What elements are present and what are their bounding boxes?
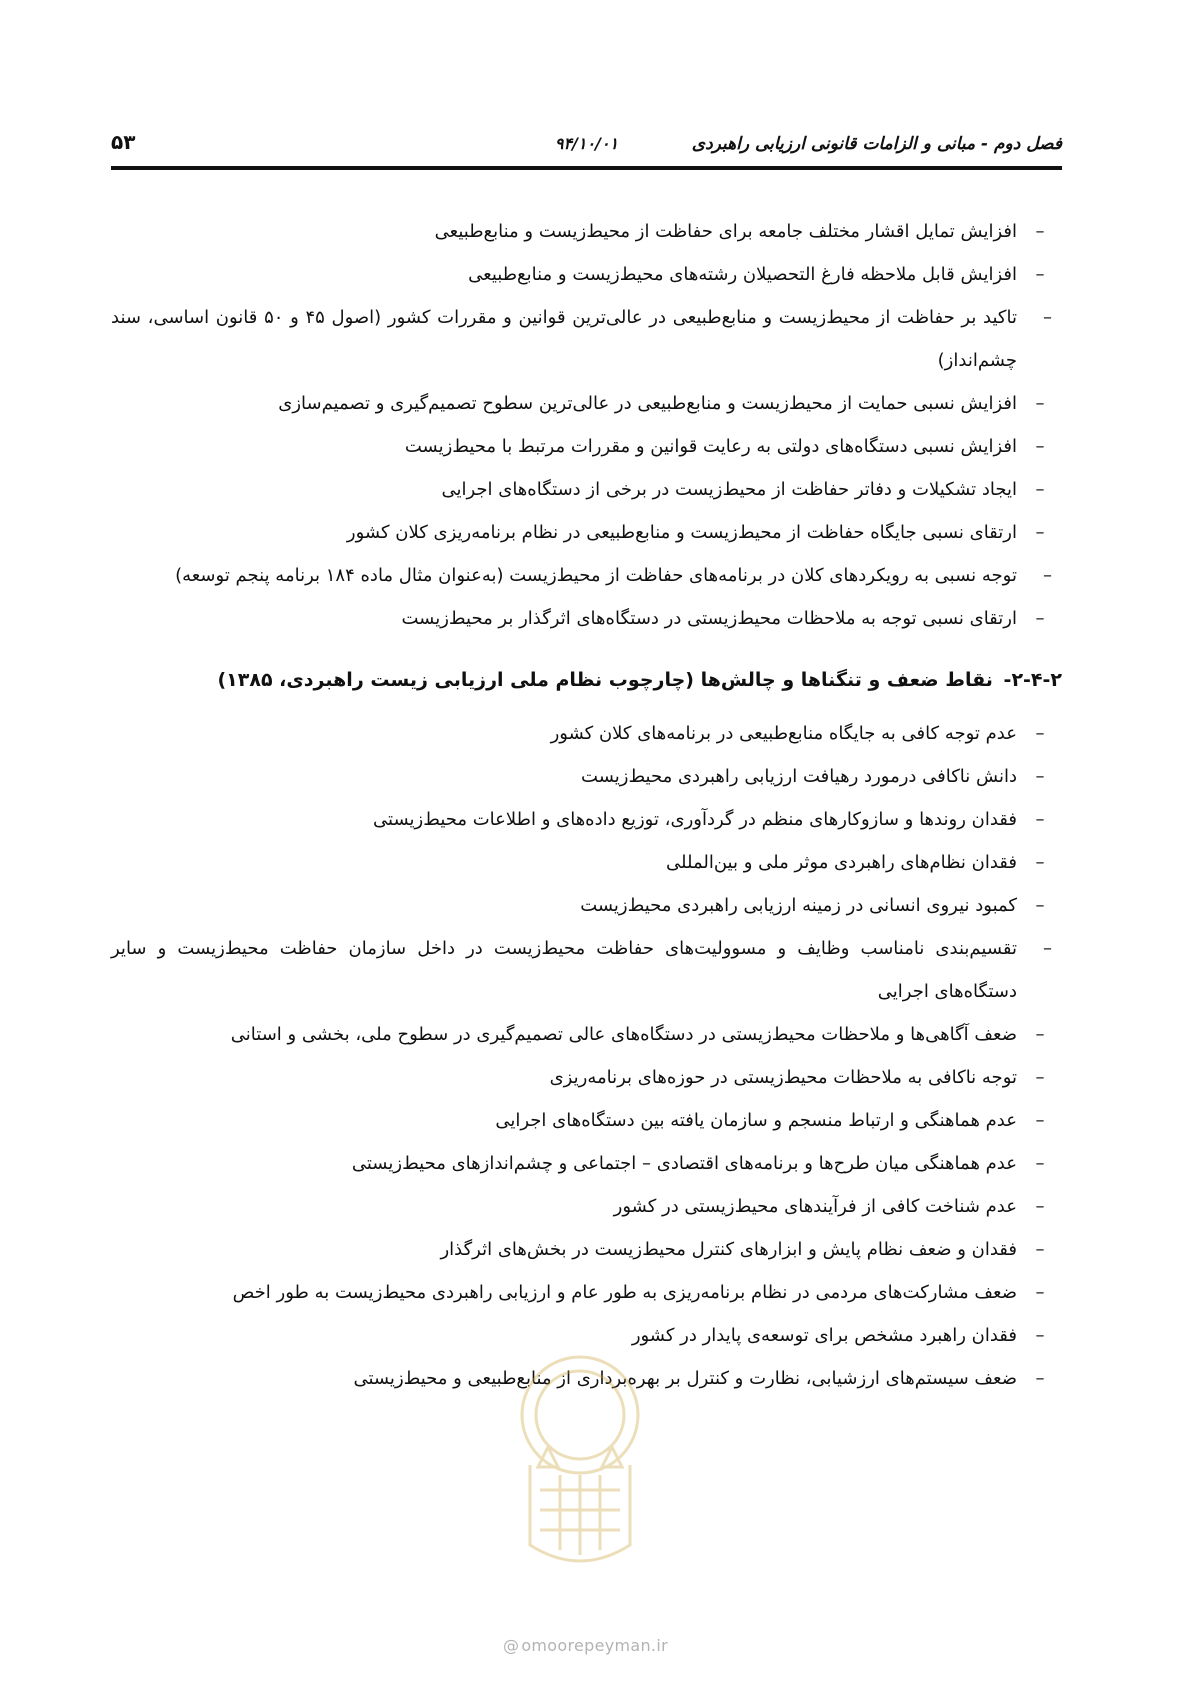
- page-body: [111, 210, 1062, 1400]
- list-item: – افزایش نسبی حمایت از محیط‌زیست و منابع‌طبیعی در عالی‌ترین سطوح تصمیم‌گیری و تصمیم‌سازی: [111, 382, 1062, 425]
- dash-bullet-icon: –: [1035, 264, 1045, 285]
- chapter-title: فصل دوم - مبانی و الزامات قانونی ارزیابی راهبردی: [691, 134, 1062, 154]
- section-heading: [111, 658, 1062, 702]
- dash-bullet-icon: –: [1035, 1368, 1045, 1389]
- dash-bullet-icon: –: [1043, 565, 1052, 586]
- weaknesses-list: [111, 712, 1062, 1400]
- list-item: – فقدان و ضعف نظام پایش و ابزارهای کنترل محیط‌زیست در بخش‌های اثرگذار: [111, 1228, 1062, 1271]
- dash-bullet-icon: –: [1035, 1282, 1045, 1303]
- dash-bullet-icon: –: [1035, 809, 1045, 830]
- list-item: – عدم شناخت کافی از فرآیندهای محیط‌زیستی در کشور: [111, 1185, 1062, 1228]
- dash-bullet-icon: –: [1035, 1153, 1045, 1174]
- list-item: – ضعف مشارکت‌های مردمی در نظام برنامه‌ریزی به طور عام و ارزیابی راهبردی محیط‌زیست به طور اخص: [111, 1271, 1062, 1314]
- list-item: – توجه نسبی به رویکردهای کلان در برنامه‌های حفاظت از محیط‌زیست (به‌عنوان مثال ماده ۱۸۴ برنامه پنجم توسعه): [111, 554, 1062, 597]
- list-item: – ارتقای نسبی توجه به ملاحظات محیط‌زیستی در دستگاه‌های اثرگذار بر محیط‌زیست: [111, 597, 1062, 640]
- list-item: – تقسیم‌بندی نامناسب وظایف و مسوولیت‌های حفاظت محیط‌زیست در داخل سازمان حفاظت محیط‌زیست و سایر دستگاه‌های اجرایی: [111, 927, 1062, 1013]
- list-item: – عدم توجه کافی به جایگاه منابع‌طبیعی در برنامه‌های کلان کشور: [111, 712, 1062, 755]
- at-sign-icon: @: [503, 1636, 520, 1655]
- list-item: – عدم هماهنگی و ارتباط منسجم و سازمان یافته بین دستگاه‌های اجرایی: [111, 1099, 1062, 1142]
- dash-bullet-icon: –: [1035, 852, 1045, 873]
- dash-bullet-icon: –: [1035, 436, 1045, 457]
- list-item: – ارتقای نسبی جایگاه حفاظت از محیط‌زیست و منابع‌طبیعی در نظام برنامه‌ریزی کلان کشور: [111, 511, 1062, 554]
- strengths-list: [111, 210, 1062, 640]
- dash-bullet-icon: –: [1035, 221, 1045, 242]
- dash-bullet-icon: –: [1043, 307, 1052, 328]
- list-item: – ضعف آگاهی‌ها و ملاحظات محیط‌زیستی در دستگاه‌های عالی تصمیم‌گیری در سطوح ملی، بخشی و استانی: [111, 1013, 1062, 1056]
- section-number: ۲-۴-۲-: [1003, 669, 1062, 691]
- dash-bullet-icon: –: [1035, 723, 1045, 744]
- dash-bullet-icon: –: [1035, 608, 1045, 629]
- dash-bullet-icon: –: [1035, 393, 1045, 414]
- header-date: ۹۴/۱۰/۰۱: [554, 134, 619, 153]
- dash-bullet-icon: –: [1035, 1067, 1045, 1088]
- page-number: ۵۳: [111, 130, 136, 154]
- dash-bullet-icon: –: [1035, 522, 1045, 543]
- dash-bullet-icon: –: [1035, 1196, 1045, 1217]
- dash-bullet-icon: –: [1035, 766, 1045, 787]
- list-item: – افزایش نسبی دستگاه‌های دولتی به رعایت قوانین و مقررات مرتبط با محیط‌زیست: [111, 425, 1062, 468]
- dash-bullet-icon: –: [1035, 1239, 1045, 1260]
- dash-bullet-icon: –: [1035, 479, 1045, 500]
- list-item: – فقدان راهبرد مشخص برای توسعه‌ی پایدار در کشور: [111, 1314, 1062, 1357]
- list-item: – فقدان روندها و سازوکارهای منظم در گردآوری، توزیع داده‌های و اطلاعات محیط‌زیستی: [111, 798, 1062, 841]
- list-item: – افزایش قابل ملاحظه فارغ التحصیلان رشته‌های محیط‌زیست و منابع‌طبیعی: [111, 253, 1062, 296]
- dash-bullet-icon: –: [1035, 895, 1045, 916]
- section-title: نقاط ضعف و تنگناها و چالش‌ها (چارچوب نظام ملی ارزیابی زیست راهبردی، ۱۳۸۵): [217, 669, 993, 691]
- footer-website: @ omoorepeyman.ir: [503, 1636, 668, 1655]
- list-item: – عدم هماهنگی میان طرح‌ها و برنامه‌های اقتصادی – اجتماعی و چشم‌اندازهای محیط‌زیستی: [111, 1142, 1062, 1185]
- list-item: – ضعف سیستم‌های ارزشیابی، نظارت و کنترل بر بهره‌برداری از منابع‌طبیعی و محیط‌زیستی: [111, 1357, 1062, 1400]
- header-divider: [111, 166, 1062, 170]
- dash-bullet-icon: –: [1043, 938, 1052, 959]
- dash-bullet-icon: –: [1035, 1110, 1045, 1131]
- list-item: – کمبود نیروی انسانی در زمینه ارزیابی راهبردی محیط‌زیست: [111, 884, 1062, 927]
- list-item: – دانش ناکافی درمورد رهیافت ارزیابی راهبردی محیط‌زیست: [111, 755, 1062, 798]
- page-header: [111, 128, 1062, 168]
- list-item: – توجه ناکافی به ملاحظات محیط‌زیستی در حوزه‌های برنامه‌ریزی: [111, 1056, 1062, 1099]
- list-item: – فقدان نظام‌های راهبردی موثر ملی و بین‌المللی: [111, 841, 1062, 884]
- list-item: – افزایش تمایل اقشار مختلف جامعه برای حفاظت از محیط‌زیست و منابع‌طبیعی: [111, 210, 1062, 253]
- list-item: – ایجاد تشکیلات و دفاتر حفاظت از محیط‌زیست در برخی از دستگاه‌های اجرایی: [111, 468, 1062, 511]
- dash-bullet-icon: –: [1035, 1325, 1045, 1346]
- dash-bullet-icon: –: [1035, 1024, 1045, 1045]
- list-item: – تاکید بر حفاظت از محیط‌زیست و منابع‌طبیعی در عالی‌ترین قوانین و مقررات کشور (اصول ۴۵ و ۵۰ قانون اساسی، سند چشم‌انداز): [111, 296, 1062, 382]
